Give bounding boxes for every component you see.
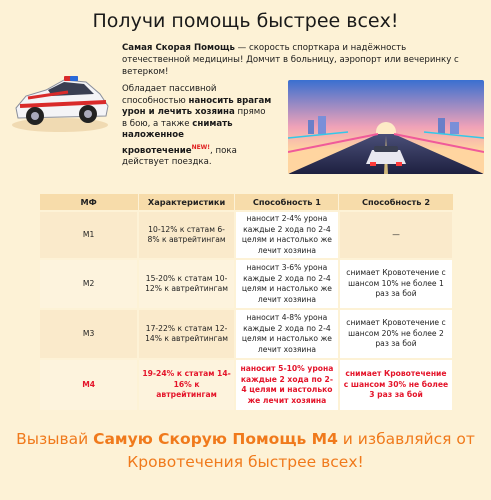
header-ability-2: Способность 2 (339, 194, 453, 212)
cell-ability-1: наносит 2-4% урона каждые 2 хода по 2-4 целям и настолько же лечит хозяина (235, 211, 339, 259)
desc-text-1: Обладает пассивной способностью (122, 84, 217, 106)
cell-mf: М2 (39, 259, 138, 309)
header-stats: Характеристики (138, 194, 235, 212)
cell-stats: 10-12% к статам 6-8% к автрейтингам (138, 211, 235, 259)
table-row (39, 309, 453, 359)
cta-bold: Самую Скорую Помощь М4 (93, 430, 338, 448)
cell-mf: М1 (39, 211, 138, 259)
cell-ability-1: наносит 5-10% урона каждые 2 хода по 2-4 целям и настолько же лечит хозяина (235, 359, 339, 411)
desc-text-3: , пока действует поездка. (122, 145, 237, 167)
cta-text-1: Вызывай (16, 430, 94, 448)
intro-description: — скорость спорткара и надёжность отечественной медицины! Домчит в больницу, аэропорт или вечеринку с ветерком! (122, 43, 459, 77)
cell-mf: М4 (39, 359, 138, 411)
cell-stats: 17-22% к статам 12-14% к автрейтингам (138, 309, 235, 359)
table-header-row (39, 194, 453, 212)
page-title: Получи помощь быстрее всех! (92, 10, 399, 32)
cell-ability-2: снимает Кровотечение с шансом 10% не более 1 раз за бой (339, 259, 453, 309)
cell-ability-2: снимает Кровотечение с шансом 20% не более 2 раз за бой (339, 309, 453, 359)
cell-ability-1: наносит 4-8% урона каждые 2 хода по 2-4 целям и настолько же лечит хозяина (235, 309, 339, 359)
desc-text-2: прямо в бою, а также (122, 107, 266, 129)
ability-description (122, 84, 272, 168)
header-mf: МФ (39, 194, 138, 212)
cell-ability-2: — (339, 211, 453, 259)
cell-mf: М3 (39, 309, 138, 359)
header-ability-1: Способность 1 (235, 194, 339, 212)
table-row (39, 359, 453, 411)
intro-text (122, 42, 472, 78)
product-name: Самая Скорая Помощь (122, 43, 235, 53)
cta-text-2: и избавляйся от Кровотечения быстрее всех! (127, 430, 475, 471)
desc-bold-2: снимать наложенное кровотечение (122, 118, 233, 156)
ambulance-car-image (8, 62, 113, 134)
cell-stats: 15-20% к статам 10-12% к автрейтингам (138, 259, 235, 309)
call-to-action (0, 428, 491, 474)
desc-bold-1: наносить врагам урон и лечить хозяина (122, 95, 272, 117)
cell-ability-1: наносит 3-6% урона каждые 2 хода по 2-4 целям и настолько же лечит хозяина (235, 259, 339, 309)
table-row (39, 211, 453, 259)
cell-ability-2: снимает Кровотечение с шансом 30% не более 3 раз за бой (339, 359, 453, 411)
mf-comparison-table (38, 193, 454, 412)
cell-stats: 19-24% к статам 14-16% к автрейтингам (138, 359, 235, 411)
table-row (39, 259, 453, 309)
new-badge: NEW! (191, 143, 211, 151)
road-scene-image (288, 80, 484, 174)
